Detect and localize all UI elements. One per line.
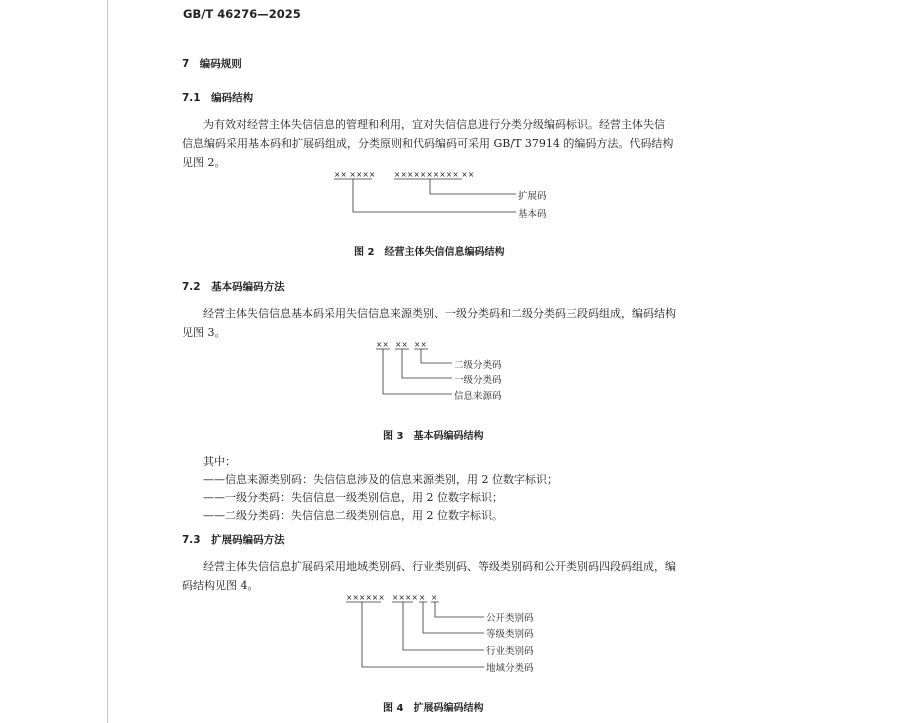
code-segment: ×× <box>395 340 408 349</box>
extension-code-placeholder: ×××××××××× ×× <box>394 170 475 179</box>
extension-code-label: 扩展码 <box>518 191 547 202</box>
section-7-title: 7 编码规则 <box>182 58 242 70</box>
section-7-3-title: 7.3 扩展码编码方法 <box>182 534 285 546</box>
paragraph-line: 见图 3。 <box>182 326 226 339</box>
paragraph-line: 经营主体失信信息基本码采用失信信息来源类别、一级分类码和二级分类码三段码组成，编码结构 <box>203 307 676 320</box>
paragraph-line: 信息编码采用基本码和扩展码组成，分类原则和代码编码可采用 GB/T 37914 的编码方法。代码结构 <box>182 137 674 150</box>
code-segment: ×× <box>414 340 427 349</box>
code-label: 二级分类码 <box>454 360 502 371</box>
standard-header: GB/T 46276—2025 <box>183 7 301 21</box>
code-label: 公开类别码 <box>486 613 534 624</box>
code-label: 一级分类码 <box>454 375 502 386</box>
section-7-2-title: 7.2 基本码编码方法 <box>182 281 285 293</box>
code-label: 地域分类码 <box>486 663 534 674</box>
note-item: ——信息来源类别码：失信信息涉及的信息来源类别，用 2 位数字标识； <box>203 473 558 486</box>
basic-code-label: 基本码 <box>518 209 547 220</box>
paragraph-line: 见图 2。 <box>182 156 226 169</box>
paragraph-line: 码结构见图 4。 <box>182 579 259 592</box>
figure-2-caption: 图 2 经营主体失信信息编码结构 <box>354 247 505 258</box>
figure-3-caption: 图 3 基本码编码结构 <box>383 431 484 442</box>
figure-4-caption: 图 4 扩展码编码结构 <box>383 703 484 714</box>
paragraph-line: 为有效对经营主体失信信息的管理和利用，宜对失信信息进行分类分级编码标识。经营主体失信 <box>203 118 665 131</box>
code-label: 信息来源码 <box>454 391 502 402</box>
code-segment: ×××× <box>392 593 418 602</box>
note-item: ——一级分类码：失信信息一级类别信息，用 2 位数字标识； <box>203 491 503 504</box>
code-label: 行业类别码 <box>486 646 534 657</box>
code-segment: × <box>431 593 438 602</box>
code-segment: ×××××× <box>346 593 385 602</box>
section-7-1-title: 7.1 编码结构 <box>182 92 254 104</box>
notes-lead: 其中： <box>203 455 236 468</box>
basic-code-placeholder: ×× ×××× <box>334 170 376 179</box>
code-segment: × <box>419 593 426 602</box>
code-label: 等级类别码 <box>486 629 534 640</box>
code-segment: ×× <box>376 340 389 349</box>
paragraph-line: 经营主体失信信息扩展码采用地域类别码、行业类别码、等级类别码和公开类别码四段码组成，编 <box>203 560 676 573</box>
note-item: ——二级分类码：失信信息二级类别信息，用 2 位数字标识。 <box>203 509 503 522</box>
